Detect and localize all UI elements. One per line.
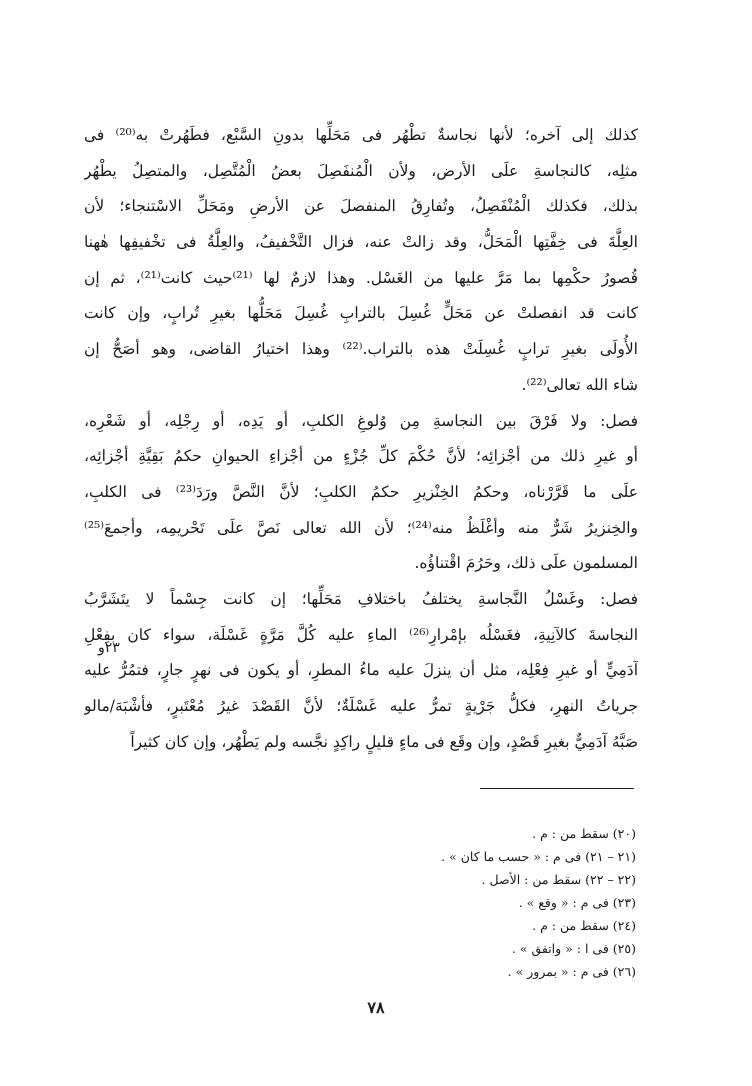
text-line: فصل: وغَسْلُ النَّجاسةِ يختلفُ باختلافِ مَحَلِّها؛ إن كانت جِسْماً لا يتَشَرَّبُ — [84, 589, 638, 608]
footnote: (٢٢ – ٢٢) سقط من : الأصل . — [481, 872, 636, 887]
text-line: النجاسةَ كالآنِيةِ، فغَسْلُه بإمْرارِ⁽²⁶⁾ الماءِ عليه كُلَّ مَرَّةٍ غَسْلَة، سواء كان بفِعْلِ — [84, 625, 638, 644]
text-line: علَى ما قَرَّرْناه، وحكمُ الخِنْزيرِ حكمُ الكلبِ؛ لأنَّ النَّصَّ ورَدَ⁽²³⁾ فى الكلبِ، — [84, 482, 638, 501]
footnote-separator — [480, 788, 634, 789]
text-line: جرياتُ النهرِ، فكلُّ جَرْيةٍ تمرُّ عليه غَسْلَةٌ؛ لأنَّ القَصْدَ غيرُ مُعْتَبرٍ، فأشْبَهَ/مالو — [84, 697, 638, 715]
footnotes — [300, 822, 636, 983]
footnote: (٢٠) سقط من : م . — [532, 826, 636, 841]
footnote: (٢٣) فى م : « وقع » . — [518, 895, 636, 910]
footnote: (٢٤) سقط من : م . — [532, 918, 636, 933]
margin-reference: ٢٣و — [98, 640, 120, 656]
main-text — [84, 118, 638, 760]
text-line: قُصورُ حكْمِها بما مَرَّ عليها من الغَسْل. وهذا لازمٌ لها ⁽²¹⁾حيث كانت⁽²¹⁾، ثم إن — [84, 268, 638, 287]
text-line: كذلك إلى آخره؛ لأنها نجاسةٌ تطْهُر فى مَحَلِّها بدونِ السَّبْع، فطَهُرتْ به⁽²⁰⁾ فى — [84, 126, 638, 144]
footnote: (٢٥) فى ا : « واتفق » . — [511, 941, 636, 956]
page-number: ٧٨ — [367, 998, 385, 1017]
footnote: (٢١ – ٢١) فى م : « حسب ما كان » . — [441, 849, 636, 864]
text-line: بذلك، فكذلك الْمُنْفَصِلُ، وتُفارِقُ المنفصلَ عن الأرضِ ومَحَلِّ الاسْتنجاء؛ لأن — [84, 197, 638, 216]
footnote: (٢٦) فى م : « بمرور » . — [507, 964, 636, 979]
text-line: والخِنزيرُ شَرٌّ منه وأغْلَظُ منه⁽²⁴⁾؛ لأن الله تعالى نَصَّ علَى تَحْريمِه، وأجمعَ⁽²⁵⁾ — [84, 518, 638, 537]
text-line: كانت قد انفصلتْ عن مَحَلٍّ غُسِلَ بالترابِ غُسِلَ مَحَلُّها بغيرِ تُرابٍ، وإن كانت — [84, 304, 638, 323]
text-line: مثلِه، كالنجاسةِ علَى الأرض، ولأن الْمُنفَصِلَ بعضُ الْمُتَّصِل، والمتصِلُ يطْهُر — [84, 161, 638, 180]
text-line: شاء الله تعالى⁽²²⁾. — [521, 375, 638, 394]
text-line: آدَمِيٍّ أو غيرِ فِعْلِه، مثل أن ينزلَ عليه ماءُ المطرِ، أو يكون فى نهرٍ جارٍ، فتمُرُّ عليه — [84, 661, 638, 680]
text-line: العِلَّةَ فى خِفَّتِها الْمَحَلُّ، وقد زالتْ عنه، فزال التَّخْفيفُ، والعِلَّةُ فى تخْفيفِها هٰهنا — [84, 233, 638, 252]
text-line: أو غيرِ ذلك من أجْزائِه؛ لأنَّ حُكْمَ كلِّ جُزْءٍ من أجْزاءِ الحيوانِ حكمُ بَقِيَّةِ أجْزائِه، — [84, 447, 638, 466]
text-line: الأُولَى بغيرِ ترابٍ غُسِلَتْ هذه بالتراب.⁽²²⁾ وهذا اختيارُ القاضى، وهو أصَحُّ إن — [84, 340, 638, 359]
text-line: فصل: ولا فَرْقَ بين النجاسةِ مِن وُلوغِ الكلبِ، أو يَدِه، أو رِجْلِه، أو شَعْرِه، — [84, 411, 638, 430]
text-line: المسلمون علَى ذلك، وحَرُمَ اقْتناؤُه. — [414, 554, 638, 573]
text-line: صَبَّهُ آدَمِيٌّ بغيرِ قَصْدٍ، وإن وقَع فى ماءٍ قليلٍ راكِدٍ نجَّسه ولم يَطْهُر، وإن كان كثيراً — [130, 732, 638, 751]
